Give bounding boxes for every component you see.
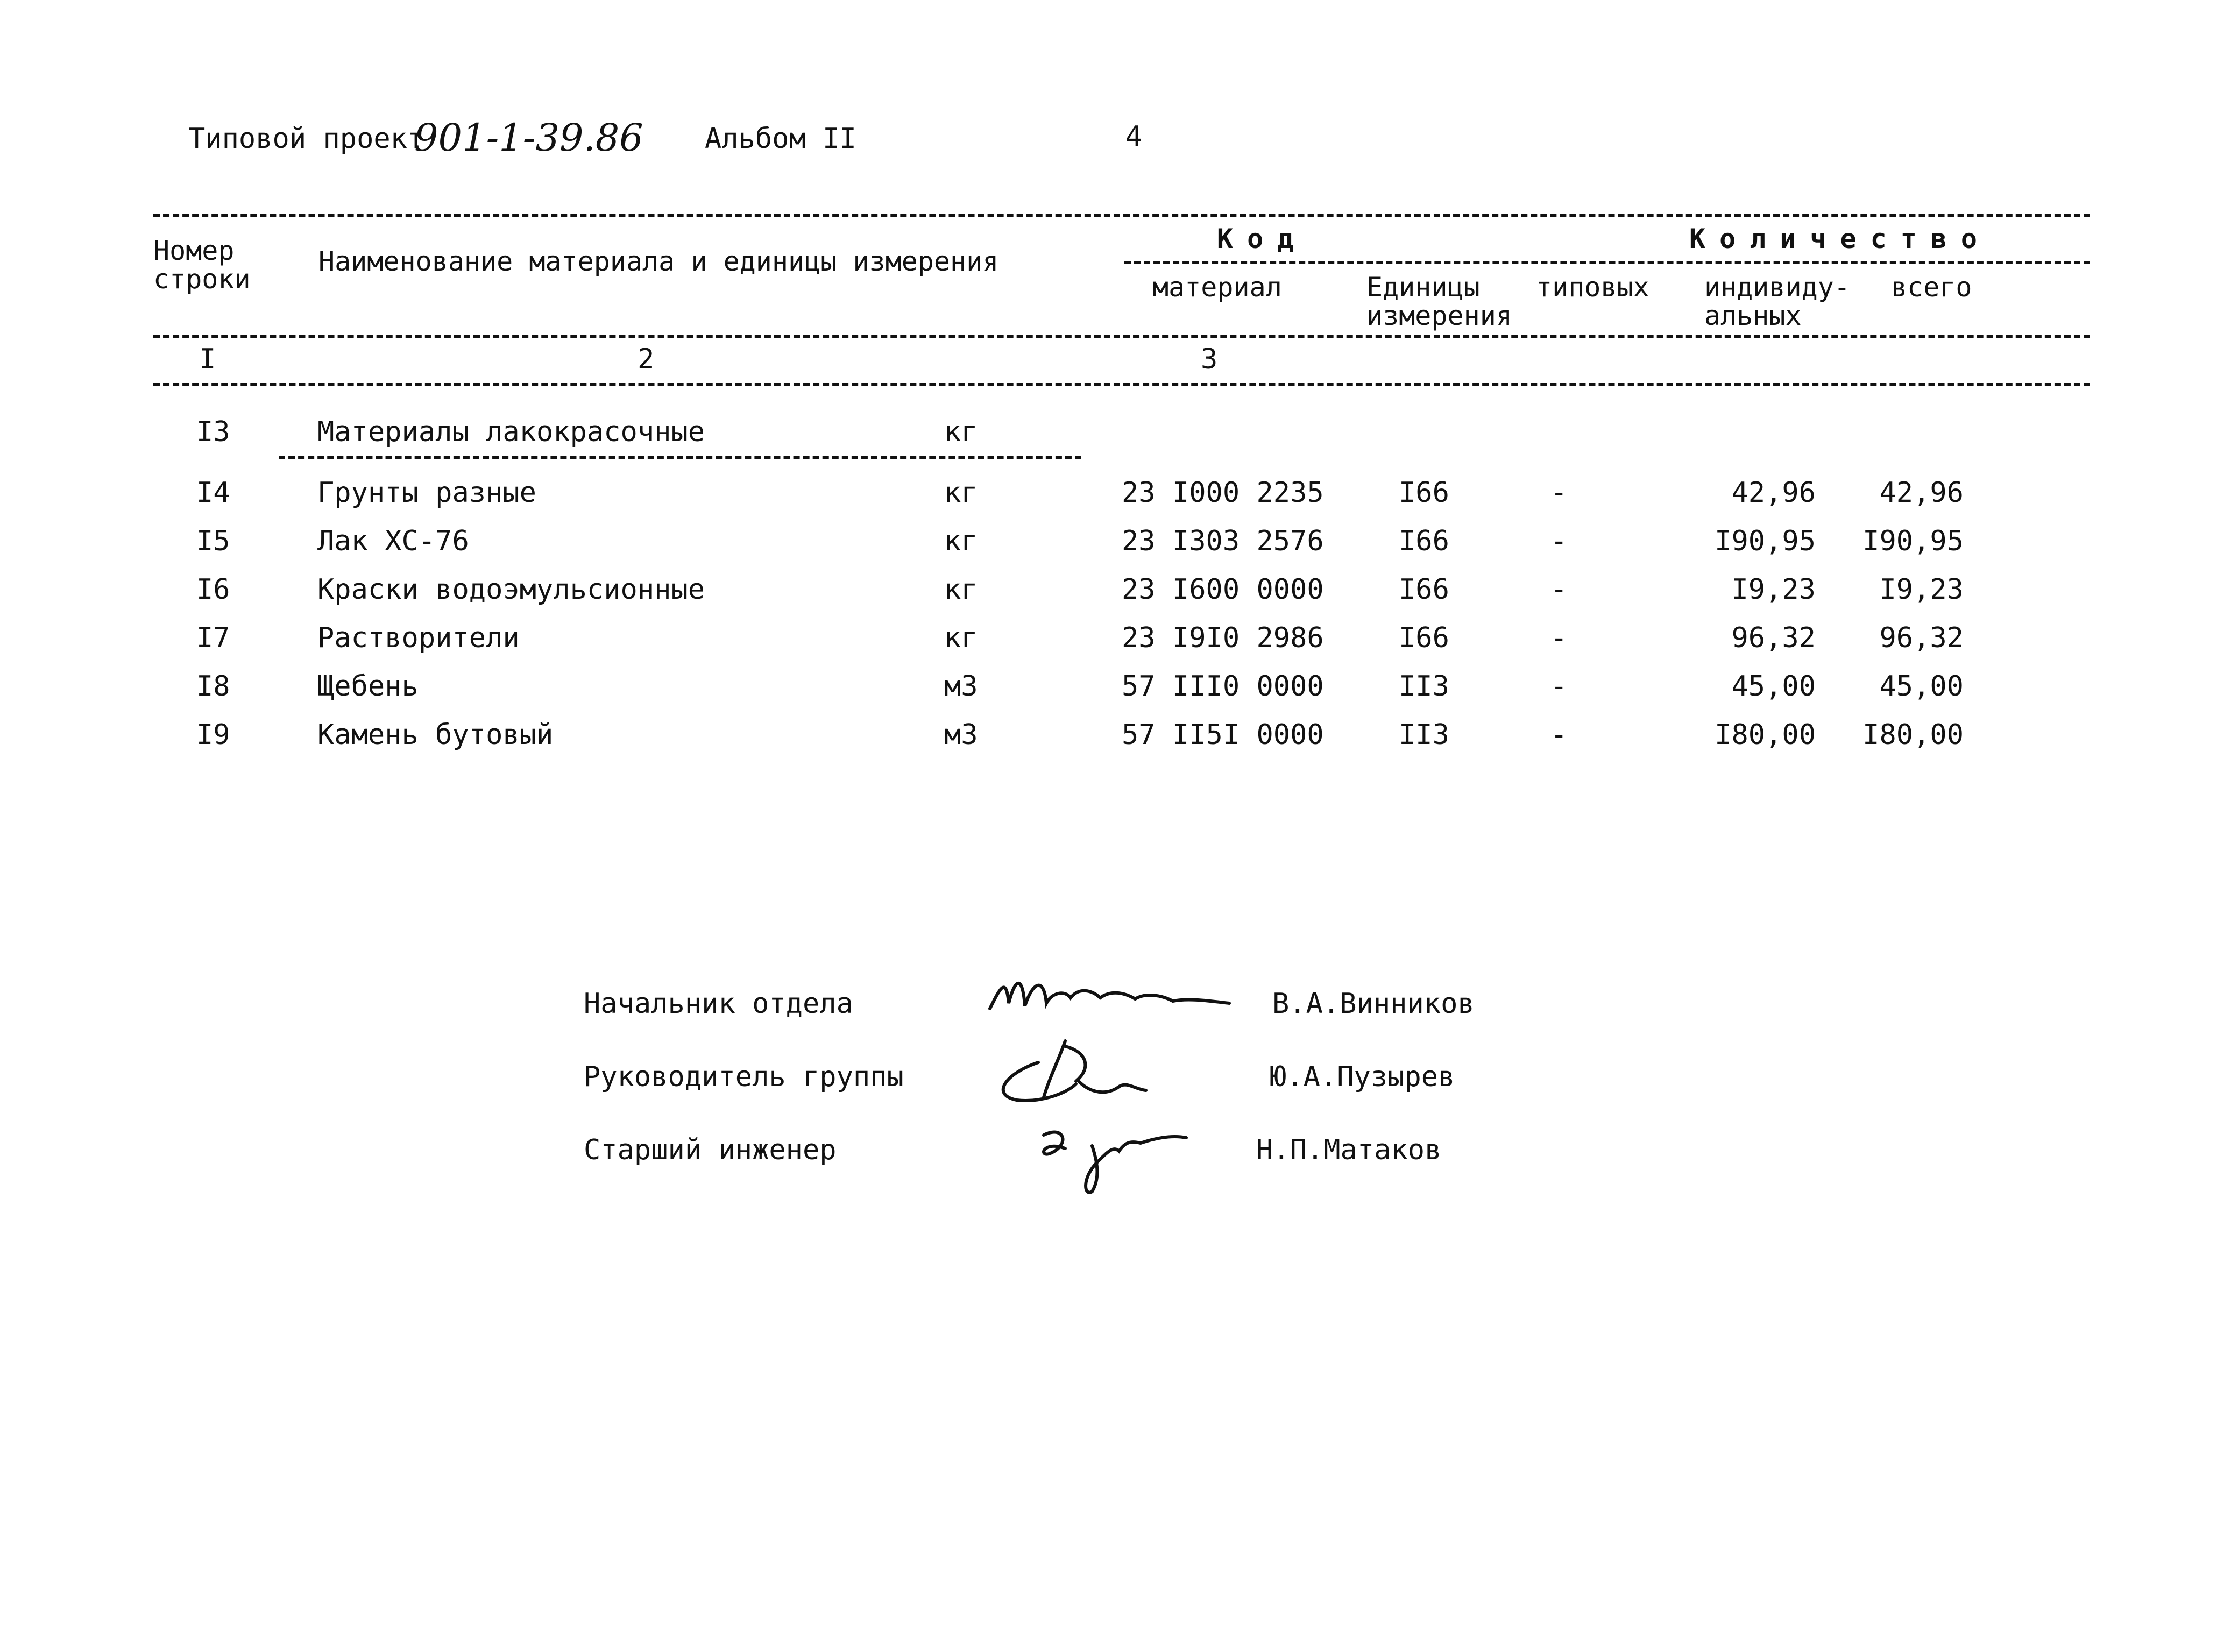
unit-code: II3: [1399, 719, 1449, 751]
subheader-rule: [1124, 261, 2090, 264]
unit-code: I66: [1399, 525, 1449, 557]
signature-role: Старший инженер: [584, 1134, 837, 1166]
individual-qty: I90,95: [1715, 525, 1816, 557]
signatory-name: Ю.А.Пузырев: [1270, 1061, 1455, 1093]
material-code: 23 I9I0 2986: [1122, 622, 1324, 654]
total-qty: I9,23: [1879, 573, 1964, 606]
material-code: 23 I600 0000: [1122, 573, 1324, 606]
sub-header-total: всего: [1891, 272, 1972, 303]
unit-code: I66: [1399, 622, 1449, 654]
material-code: 23 I000 2235: [1122, 477, 1324, 509]
row-number: I8: [196, 670, 230, 703]
row-number: I6: [196, 573, 230, 606]
material-name: Растворители: [317, 622, 520, 654]
section-row-number: I3: [196, 416, 230, 448]
section-unit: кг: [944, 416, 978, 448]
unit: кг: [944, 573, 978, 606]
col-number-1: I: [199, 343, 216, 375]
header-bottom-rule: [153, 335, 2090, 338]
row-number: I7: [196, 622, 230, 654]
unit-code: I66: [1399, 477, 1449, 509]
total-qty: I80,00: [1862, 719, 1964, 751]
sub-header-individual: индивиду- альных: [1704, 272, 1850, 331]
signature-scribble: [984, 1030, 1162, 1111]
material-name: Грунты разные: [317, 477, 536, 509]
section-underline: [279, 456, 1081, 459]
signature-role: Начальник отдела: [584, 988, 853, 1020]
total-qty: 96,32: [1879, 622, 1964, 654]
signatory-name: В.А.Винников: [1272, 988, 1475, 1020]
total-qty: 42,96: [1879, 477, 1964, 509]
individual-qty: 45,00: [1731, 670, 1816, 703]
section-name: Материалы лакокрасочные: [317, 416, 705, 448]
material-code: 57 III0 0000: [1122, 670, 1324, 703]
typical-qty: -: [1550, 477, 1568, 509]
signature-scribble: [984, 966, 1237, 1025]
individual-qty: 96,32: [1731, 622, 1816, 654]
typical-qty: -: [1550, 719, 1568, 751]
material-name: Камень бутовый: [317, 719, 554, 751]
material-name: Краски водоэмульсионные: [317, 573, 705, 606]
col-header-row-number: Номер строки: [153, 235, 251, 295]
sub-header-material: материал: [1152, 272, 1282, 303]
col-number-3: 3: [1201, 343, 1218, 375]
unit-code: I66: [1399, 573, 1449, 606]
material-code: 57 II5I 0000: [1122, 719, 1324, 751]
unit: м3: [944, 719, 978, 751]
typical-qty: -: [1550, 525, 1568, 557]
individual-qty: I9,23: [1731, 573, 1816, 606]
project-number-handwritten: 901-1-39.86: [414, 116, 643, 160]
signature-role: Руководитель группы: [584, 1061, 904, 1093]
row-number: I5: [196, 525, 230, 557]
material-name: Лак ХС-76: [317, 525, 469, 557]
signatory-name: Н.П.Матаков: [1256, 1134, 1442, 1166]
numbers-bottom-rule: [153, 383, 2090, 386]
typical-qty: -: [1550, 573, 1568, 606]
page-number: 4: [1125, 120, 1143, 153]
album-label: Альбом II: [705, 123, 856, 155]
total-qty: 45,00: [1879, 670, 1964, 703]
group-header-code: Код: [1217, 223, 1308, 254]
unit: кг: [944, 525, 978, 557]
individual-qty: I80,00: [1715, 719, 1816, 751]
row-number: I4: [196, 477, 230, 509]
total-qty: I90,95: [1862, 525, 1964, 557]
sub-header-typical: типовых: [1536, 272, 1649, 303]
col-header-name: Наименование материала и единицы измерения: [318, 246, 999, 277]
unit-code: II3: [1399, 670, 1449, 703]
col-number-2: 2: [638, 343, 655, 375]
unit: кг: [944, 477, 978, 509]
material-name: Щебень: [317, 670, 419, 703]
unit: кг: [944, 622, 978, 654]
material-code: 23 I303 2576: [1122, 525, 1324, 557]
typical-qty: -: [1550, 670, 1568, 703]
individual-qty: 42,96: [1731, 477, 1816, 509]
sub-header-units: Единицы измерения: [1366, 272, 1512, 331]
signature-scribble: [1033, 1114, 1194, 1200]
table-top-rule: [153, 214, 2090, 217]
row-number: I9: [196, 719, 230, 751]
unit: м3: [944, 670, 978, 703]
group-header-quantity: Количество: [1689, 223, 1992, 254]
typical-qty: -: [1550, 622, 1568, 654]
project-label: Типовой проект: [188, 123, 424, 155]
